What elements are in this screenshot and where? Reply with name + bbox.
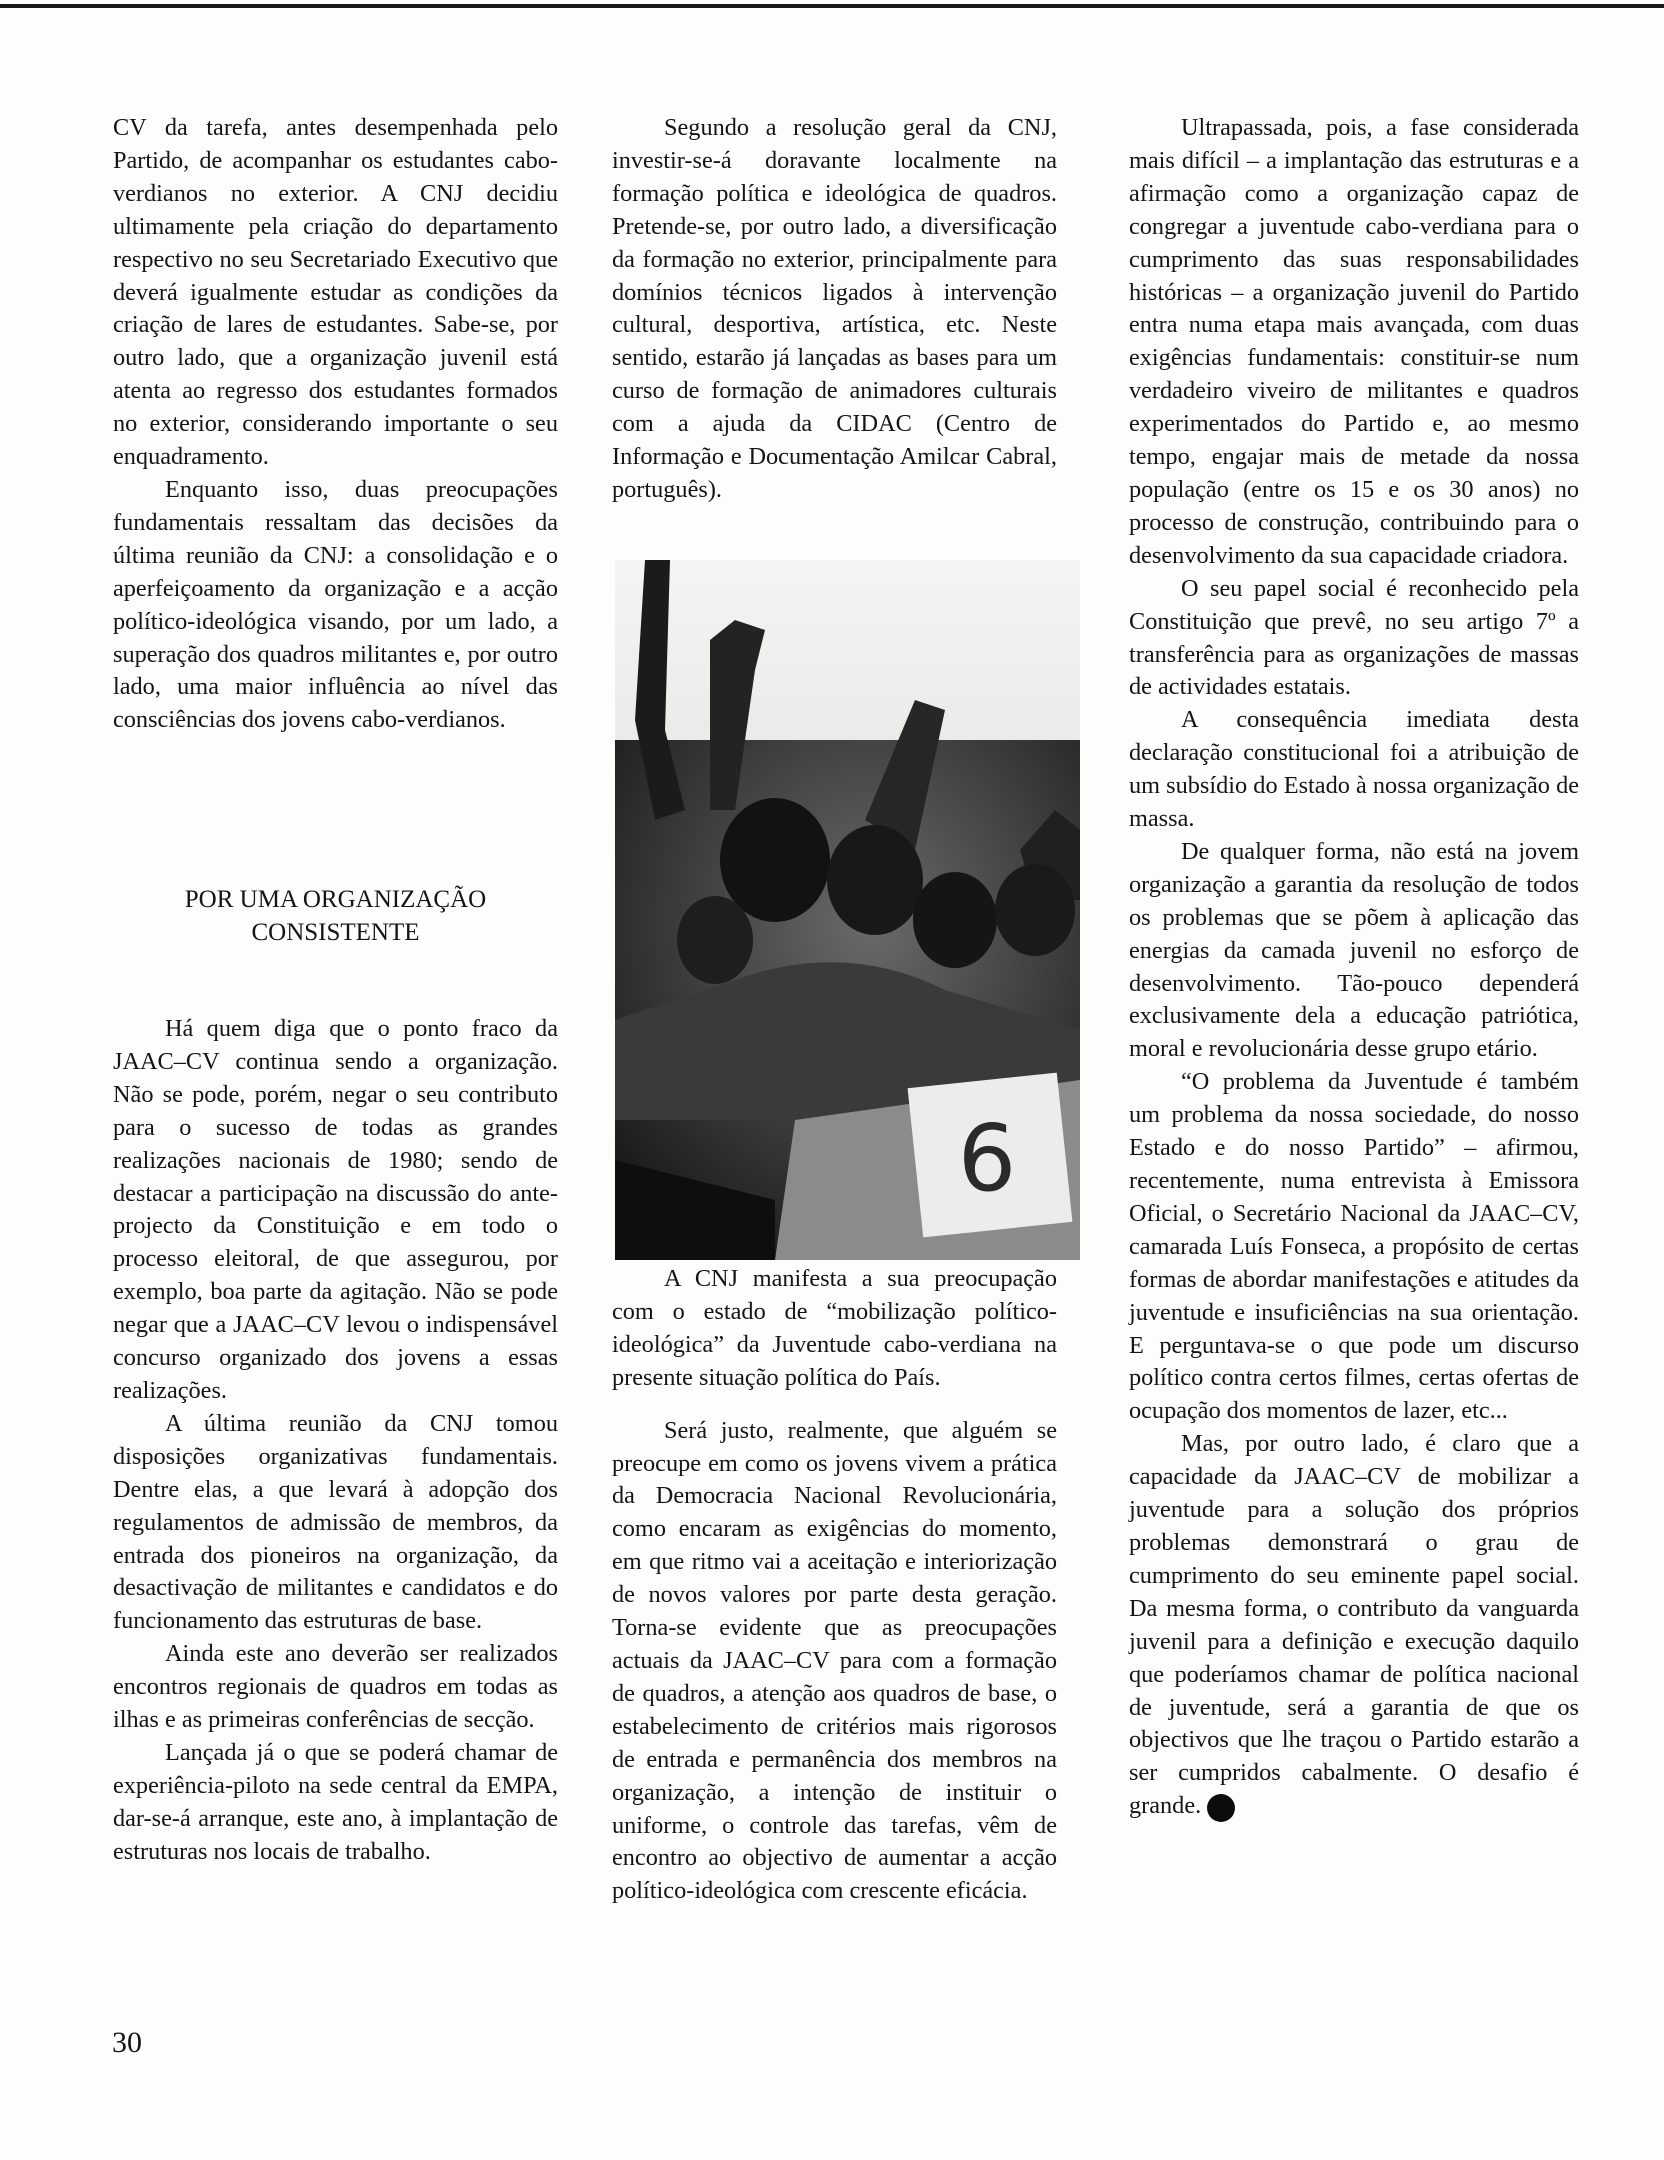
paragraph: A última reunião da CNJ tomou disposições organizativas fundamentais. Dentre elas, a que levará à adopção dos regulamentos de admissão de membros, da entrada dos pioneiros na organização, da desactivação de militantes e candidatos e do funcionamento das estruturas de base. [113,1409,558,1635]
photo-caption: A CNJ manifesta a sua preocupação com o estado de “mobilização político-ideológica” da Juventude cabo-verdiana na presente situação política do País. [612,1265,1057,1391]
paragraph: Será justo, realmente, que alguém se preocupe em como os jovens vivem a prática da Democracia Nacional Revolucionária, como encaram as exigências do momento, em que ritmo vai a aceitação e interiorização de novos valores por parte desta geração. Torna-se evidente que as preocupações actuais da JAAC–CV para com a formação de quadros, a atenção aos quadros de base, o estabelecimento de critérios mais rigorosos de entrada e permanência dos membros na organização, a intenção de instituir o uniforme, o controle das tarefas, vêm de encontro ao objectivo de aumentar a acção político-ideológica com crescente eficácia. [612,1416,1057,1905]
column-2-bottom [612,1263,1057,1908]
column-2-top [612,112,1057,507]
paragraph: A consequência imediata desta declaração constitucional foi a atribuição de um subsídio do Estado à nossa organização de massa. [1129,706,1579,833]
placard-number: 6 [957,1105,1017,1212]
closing-text: Mas, por outro lado, é claro que a capacidade da JAAC–CV de mobilizar a juventude para a solução dos próprios problemas demonstrará o grau de cumprimento do seu eminente papel social. Da mesma forma, o contributo da vanguarda juvenil para a definição e execução daquilo que poderíamos chamar de política nacional de juventude, será a garantia de que os objectivos que lhe traçou o Partido estarão a ser cumpridos cabalmente. O desafio é grande. [1129,1430,1579,1820]
column-3 [1129,112,1579,1823]
page-number: 30 [112,2026,142,2059]
paragraph [1129,1428,1579,1823]
paragraph: “O problema da Juventude é também um problema da nossa sociedade, do nosso Estado e do nosso Partido” – afirmou, recentemente, numa entrevista à Emissora Oficial, o Secretário Nacional da JAAC–CV, camarada Luís Fonseca, a propósito de certas formas de abordar manifestações e atitudes da juventude e insuficiências na sua orientação. E perguntava-se o que pode um discurso político contra certos filmes, certas ofertas de ocupação dos momentos de lazer, etc... [1129,1068,1579,1425]
paragraph: Ultrapassada, pois, a fase considerada mais difícil – a implantação das estruturas e a afirmação como a organização capaz de congregar a juventude cabo-verdiana para o cumprimento das suas responsabilidades históricas – a organização juvenil do Partido entra numa etapa mais avançada, com duas exigências fundamentais: constituir-se num verdadeiro viveiro de militantes e quadros experimentados do Partido e, ao mesmo tempo, engajar mais de metade da nossa população (entre os 15 e os 30 anos) no processo de construção, contribuindo para o desenvolvimento da sua capacidade criadora. [1129,114,1579,569]
paragraph: O seu papel social é reconhecido pela Constituição que prevê, no seu artigo 7º a transferência para as organizações de massas de actividades estatais. [1129,574,1579,701]
paragraph: Lançada já o que se poderá chamar de experiência-piloto na sede central da EMPA, dar-se-á arranque, este ano, à implantação de estruturas nos locais de trabalho. [113,1738,558,1865]
paragraph: De qualquer forma, não está na jovem organização a garantia da resolução de todos os problemas que se põem à aplicação das energias da camada juvenil no esforço de desenvolvimento. Tão-pouco dependerá exclusivamente dela a educação patriótica, moral e revolucionária desse grupo etário. [1129,837,1579,1063]
paragraph: Enquanto isso, duas preocupações fundamentais ressaltam das decisões da última reunião da CNJ: a consolidação e o aperfeiçoamento da organização e a acção político-ideológica visando, por um lado, a superação dos quadros militantes e, por outro lado, uma maior influência ao nível das consciências dos jovens cabo-verdianos. [113,475,558,734]
column-1-top [113,112,558,737]
paragraph: Há quem diga que o ponto fraco da JAAC–CV continua sendo a organização. Não se pode, porém, negar o seu contributo para o sucesso de todas as grandes realizações nacionais de 1980; sendo de destacar a participação na discussão do ante-projecto da Constituição e em todo o processo eleitoral, de que assegurou, por exemplo, boa parte da agitação. Não se pode negar que a JAAC–CV levou o indispensável concurso organizado dos jovens a essas realizações. [113,1015,558,1404]
column-1-bottom [113,1013,558,1869]
heading-line: POR UMA ORGANIZAÇÃO [184,886,487,913]
paragraph: Segundo a resolução geral da CNJ, investir-se-á doravante localmente na formação política e ideológica de quadros. Pretende-se, por outro lado, a diversificação da formação no exterior, principalmente para domínios técnicos ligados à intervenção cultural, desportiva, artística, etc. Neste sentido, estarão já lançadas as bases para um curso de formação de animadores culturais com a ajuda da CIDAC (Centro de Informação e Documentação Amilcar Cabral, português). [612,114,1057,503]
paragraph: Ainda este ano deverão ser realizados encontros regionais de quadros em todas as ilhas e as primeiras conferências de secção. [113,1640,558,1734]
end-of-article-dot [1207,1794,1235,1822]
section-heading [113,883,558,949]
heading-line: CONSISTENTE [251,919,420,946]
rally-photo [615,560,1080,1260]
rally-photo-image [615,560,1080,1260]
top-rule [0,4,1664,8]
paragraph: CV da tarefa, antes desempenhada pelo Partido, de acompanhar os estudantes cabo-verdianos no exterior. A CNJ decidiu ultimamente pela criação do departamento respectivo no seu Secretariado Executivo que deverá igualmente estudar as condições da criação de lares de estudantes. Sabe-se, por outro lado, que a organização juvenil está atenta ao regresso dos estudantes formados no exterior, considerando importante o seu enquadramento. [113,114,558,471]
